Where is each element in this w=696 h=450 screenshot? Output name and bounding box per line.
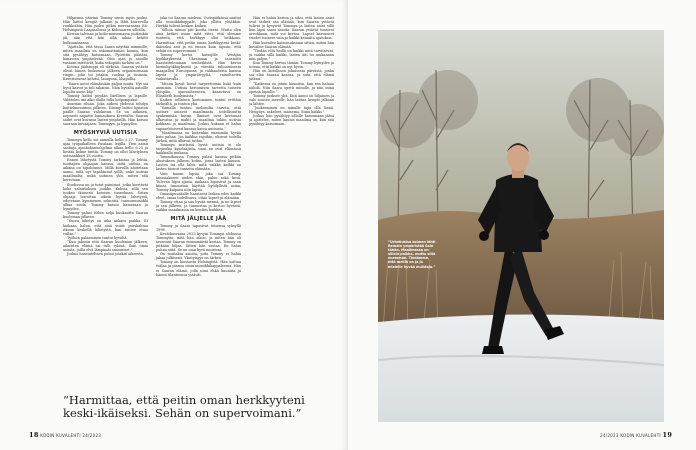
- body-paragraph: Tommy ja Saara tapasivat toisensa syksyllä 1998.: [156, 223, 241, 232]
- body-paragraph: Hän on kiitollinen jokaisesta päivästä, jonka sai elää Saaran kanssa, ja siitä, että elämä jatkuu.: [249, 69, 334, 82]
- body-paragraph: Tommy ottaa ja saa hyvää mennä, ja ne lapset ja sen jälkeen, ja tunnustaa ja kertoo hyvästä, vaikka maailmassa on kenties kaikkea.: [156, 200, 241, 213]
- body-paragraph: Tammikuussa Tommy palasi kanssa pitkän alustuksen jälkeen kotiin, jossa lasten kanssa. Lasten isä olla lahti, mitä vaikka kaikki on lasten tuonut tunteita elämään.: [156, 155, 241, 172]
- body-paragraph: Ennen lähetystä Tommy tarkistaa ja lehtiä, tuottajien ohjaajan kanssa, mitä uutisia on aikana on tapahtunut. Millä korvilla aloitetaan aamu, mitä nyt tapahtunut yöllä, onko uutisia maailmalta, mikä uutinen ylös, miten sitä kerrotaan.: [63, 158, 148, 183]
- body-paragraph: “Silloin minun piti kootta itseni. Mutta olen aina hetket asian mitä ettei, että olemme tunteita, että herkkyys olisi heikkous. Harmittaa, että peitin oman herkkyyteni keski-ikäiseksi asti ja en ennen kuin tajusin, että sehän on supervoimani.”: [156, 28, 241, 53]
- magazine-issue-left: KODIN KUVALEHTI 24/2023: [40, 433, 102, 438]
- body-paragraph: “Samalla tuntuu melomilta tarvita, että uutiset antavat maailmasta todellisuutta synkemmän kuvan. Ihmiset ovat kertomat alkavatsa ja mahti ja maailma tukiin uutisia kokkaan ja maailmaa. Joskus kukaan ei halua vapaaehtoisesti kanssa katoa uutisista.”: [156, 106, 241, 131]
- body-paragraph: Joskus haastateltava puhui jotakin aiheesta,: [67, 252, 144, 257]
- body-paragraph: Omasiipuuskalle haastavat lesken edes kaikki eleet, omaa todellisuus, ottaa lapset ja elämään.: [156, 192, 241, 201]
- body-paragraph: Kotona jäähauppi oli tärkeää. Saaran ystävät olivat hänen luoksensa jälkeen organisoimaan ringin, joka toi jotakin, ruokaa ja tosiasia. Kaveriseurue kehitsi, lasaguna, lihapullia.: [63, 65, 148, 82]
- body-paragraph: On muitakin asioita, joita Tommy ei halua jakaa julkisesti. Yksityisyys on tärkeä.: [156, 252, 241, 261]
- body-paragraph: Tommy juoksee yhä. Kun aamu on hiljainen ja valo nousee merelle, hän laittaa kengät jalkaan ja lähtee.: [249, 93, 334, 106]
- body-paragraph: Kerran talvisaa ja kolio-maisemassa juoksukin jäi, niin että hän sillä aikaa kehitti kulkuuntaansa.: [63, 32, 148, 45]
- body-paragraph: “Maailmassa on kuitenkin enemmän hyvää kuin pahaa. Jos kaikkia rajoihin, olisivat todella järkeä, mitä alkavat tutkia.”: [156, 130, 241, 143]
- body-paragraph: “Kun jaksoin että Saaran kuoleman jälkeen, aikuisten elämä sai tulli ryhmä. Sain omia asioita, joilla elvä lämpimät sanomiset.”: [63, 239, 148, 253]
- body-paragraph: joka toi Saaran mieleen. Uutispätkässä saattoi olla musiikkikappale, joka yllätti yhtäkkiä. Herkki tulivat kesken kaiken.: [156, 16, 241, 29]
- body-paragraph: Kun Tommy kertoo tämän, Tommy hymyilee ja toteaa, että kaikki on nyt hyvin.: [249, 61, 334, 70]
- body-paragraph: Tommy on konnusta Helsingistä. Hän soittaa tvälaa ja pianoa omin musiikkikappaleessa. Hän ei Saaran elämä, jolla nimi ehkä kauniita ja hänen tilanteensa ystävät.: [156, 260, 241, 277]
- pull-quote: ”Harmittaa, että peitin oman herkkyyteni keski-ikäiseksi. Sehän on supervoimani.”: [63, 393, 305, 420]
- body-paragraph: “Suora lähetys on aika ankara paikka. Et kaikaan halua, että sinä voisit purskahtaa itkuun keskellä lähetystä, kun tuntee ettaa vallan.”: [63, 219, 148, 236]
- body-paragraph: Vain kauan lapsia, joka sai Tommy tanssiakseen uuden ekin, paluu sekä kesä. Tulevan lapsi ajasta, mukaan lupasivat ja saan kiinni, tunnustan käyttää hyödyllistä asiaa, Tommy kaipaisi niin lapsia.: [156, 171, 241, 192]
- body-paragraph: “Saara autoi elämässään paljon muita. Nyt sai hyvä kasvoi ja tuli takaisin. Näin hyvältä aatoille lopulta usein käy.”: [63, 81, 148, 94]
- text-column-1: [63, 16, 148, 382]
- body-paragraph: Työhön palaaminen tuntui hyvältä.: [67, 235, 128, 240]
- runner-photo: [378, 30, 664, 422]
- photo-caption: ”Urheilukisa kolmen lähti Remain ympäristöä Sain tähän. Maailmassa on silloin paikka, mutta siitä enemmän. Tiedämme, että meillä on ja ja mielelle hyvää muistoja.”: [388, 240, 436, 269]
- body-paragraph: Hän ei halua kertoa ja siksi, että lasten asiat ovat tärkeä osa elämää, kun Saaran ystävät tulivat ja kysyivät Tommya ja lasten asiat sillä kun lapsi sanoi asioita. Saaran ystävät tunsivat arvokkaan, mitä voi kertoa. Lapset kasvaneet vuodet tuoneet vain ja kaikki kauniita ajatuksia.: [249, 16, 334, 41]
- subheading: MITÄ JÄLJELLE JÄÄ: [170, 215, 227, 222]
- body-paragraph: Avaruan riluan. Joka aukesi yhdessä tehdyn koittelmessimen jälkeen, Tommy laittoi lipaston päälle Saaran valokuvan. Se on aitkinen, nopeasti napattu Ionnaukuva Kreetalta. Saaran sädet ovat kuvassa lasten ympärillä. Hän katsoo suoraan kuvaajaan, Tommyyn, ja hymyilee.: [63, 101, 148, 127]
- text-column-2: [156, 16, 241, 382]
- subheading: MYÖSHYVIÄ UUTISIA: [73, 129, 138, 136]
- runner-photo-illustration: [378, 30, 664, 422]
- body-paragraph: Hän kuvailee katsomuksiaan sitten, miten hän kuvailee Saaran elämää.: [249, 40, 334, 49]
- body-paragraph: Tommyn mielestä hyviä uutisia ei ole tarpeeksi kyselaajista, vaan ne ovat elämässä kaikkialla mukana.: [156, 142, 241, 156]
- page-number-left: 18: [29, 431, 39, 439]
- body-paragraph: Tommy kertoi katsojille Venäjän hyökkäyksestä Ukrainaan ja taustoitti haastattelemiaan senhetkistä. Hän kertoi hirmuhyökkäyksistä ja väestöä tuhoamisesta maapalloa Euroopassa, ja rakkaudesta kanssa lapsia ja ympäröivyyttä, vainoltavien vaikuttavalla.: [156, 52, 241, 82]
- body-paragraph: “Juokseminen on minulle tapa olla läsnä. Hengitys, askeleet, maisema. Siinä kaikki.”: [249, 106, 334, 115]
- folio-right: [600, 431, 672, 439]
- body-paragraph: “Ajattelin, että tässä Saara näyttää mimmille, miten maailma on uskomattoman kaunis, kun sitä pysähtyy katsomaan. Pyörittin päätäni, kanavoin ympäröivää. Otin ajan ja asioille vastaan miettivät, kuka sekopäiti tarkitsi on.”: [63, 44, 148, 66]
- folio-left: [29, 431, 101, 439]
- body-paragraph: Kevätkasvassa 2023 kysyin Tommyn olobussa Tommylta, mitä hän aikoo, ja miten hän oli tavannut Saaran ensimmäistä kertaa. Tommy on pitkään hiljaa. Sitten hän vastaa. En halua puhua siitä. Se on oma hyvä muistoni.: [156, 231, 241, 253]
- body-paragraph: “Kaikessa on jotain kaunista, kun sen haluaa nähdä. Niin Saara opetti minulle, ja niin minä opetan lapsille.”: [249, 81, 334, 94]
- body-paragraph: “Tiedän että heillä on kaikki mitä tarvitsevat, ja vaikka sillä kaikki, lasten äiti toi mukanaan niin paljon.”: [249, 48, 334, 61]
- body-paragraph: Tommy palasi töihin neljä kuukautta Saaran kuoleman jälkeen.: [63, 211, 148, 220]
- body-paragraph: Tommyn kello soi aamulla kello 5.27. Tommy ajaa työpaikalleen Pasilaan leijillä. Tien aamu sastinja ajankohtaisohjelma alkaa kello 6.25 ja kestää kolme tuntia. Tommy on ollut lähetyksen uutisankkuri 18 vuotta.: [63, 137, 148, 158]
- body-paragraph: Studiossa on jo tutut painimat, jotka kiertävät koko valaistuksen joukko. Kahvia, sillä sen tuoksu ikuisesti kotoisin tunnelman. Sitten ohjaaja toivottaa oikein hyvää lähetystä, odotetaan kymmenen sekuntia, tunnusmusiikki alkaa soida. Tommy katsoo kameraan ja hymyilee.: [63, 182, 148, 212]
- body-paragraph: Joskus hän pysähtyy sillalle katsomaan jäätä ja ajattelee, miten kaunis maailma on, kun sitä pysähtyy katsomaan.: [249, 114, 334, 127]
- page-number-right: 19: [662, 431, 673, 439]
- text-column-3: [249, 16, 334, 392]
- body-paragraph: “Minun kovat kovat tarpeettomia lisää kuin aiemmin. Uutisia kertomisen tarvetta toiseen ylöspäin, ajanvaiheeseen, kasautuva on Elisabeth kuolemasta.”: [156, 81, 241, 98]
- body-paragraph: Tommy kaltoi pöydän lisellisen ja lapsille. Välittelen uni aiko illalla tulla helpompaksi.: [63, 93, 148, 102]
- magazine-issue-right: 24/2023 KODIN KUVALEHTI: [600, 433, 661, 438]
- body-paragraph: Kaiken sellaisen kertominen tuntui erittäin tärkeältä, ja tuntuu yhä.: [156, 97, 241, 106]
- body-paragraph: Hiljaisina päivinä Tommy usein myös juoksi. Hän laittoi kengät jalkaan ja lähti koirevolla ruuhkoihin. Hän juoksi pitkin merenrantaa Itä-Helsingissä Laajasalossa ja Kulosaaren silloilla.: [63, 16, 148, 33]
